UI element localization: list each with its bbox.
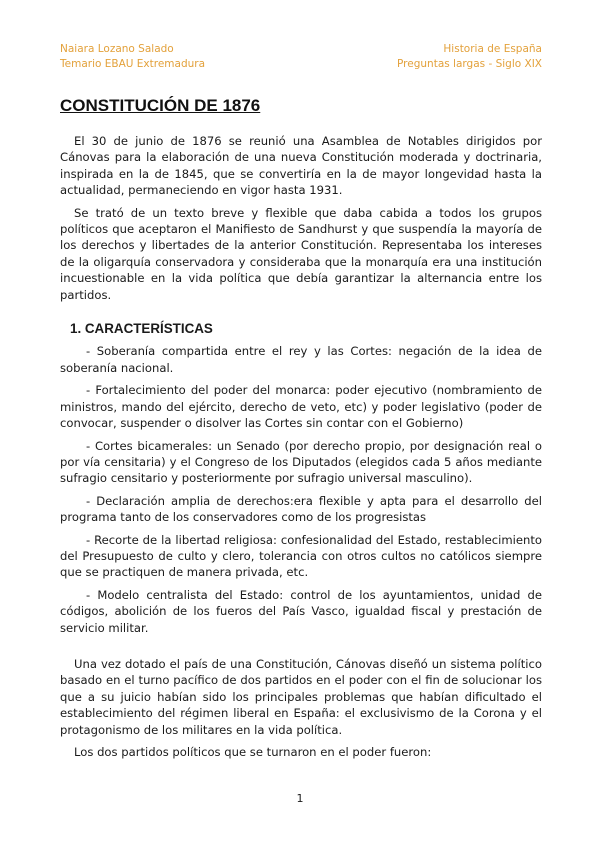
characteristic-item: - Modelo centralista del Estado: control de los ayuntamientos, unidad de códigos, abolición de los fueros del País Vasco, igualdad fiscal y prestación de servicio militar. (60, 587, 542, 635)
characteristic-item: - Fortalecimiento del poder del monarca: poder ejecutivo (nombramiento de ministros, mando del ejército, derecho de veto, etc) y poder legislativo (poder de convocar, suspender o disolver las Cortes sin contar con el Gobierno) (60, 383, 542, 431)
characteristic-item: - Soberanía compartida entre el rey y las Cortes: negación de la idea de soberanía nacional. (60, 344, 542, 375)
closing-paragraph: Los dos partidos políticos que se turnaron en el poder fueron: (74, 745, 432, 759)
page-title: CONSTITUCIÓN DE 1876 (60, 96, 261, 115)
characteristic-item: - Cortes bicamerales: un Senado (por derecho propio, por designación real o por vía censitaria) y el Congreso de los Diputados (elegidos cada 5 años mediante sufragio censitario y posteriormente por sufragio universal masculino). (60, 438, 542, 486)
page-number: 1 (296, 792, 304, 805)
intro-paragraph: El 30 de junio de 1876 se reunió una Asamblea de Notables dirigidos por Cánovas para la elaboración de una nueva Constitución moderada y doctrinaria, inspirada en la de 1845, que se convertiría en la de mayor longevidad hasta la actualidad, permaneciendo en vigor hasta 1931. (60, 134, 542, 198)
header-left (60, 42, 205, 72)
closing-paragraph: Una vez dotado el país de una Constitución, Cánovas diseñó un sistema político basado en el turno pacífico de dos partidos en el poder con el fin de solucionar los que a su juicio habían sido los principales problemas que habían dificultado el establecimiento del régimen liberal en España: el exclusivismo de la Corona y el protagonismo de los militares en la vida política. (60, 656, 542, 737)
header-subject: Historia de España (443, 43, 542, 55)
characteristic-item: - Recorte de la libertad religiosa: confesionalidad del Estado, restablecimiento del Presupuesto de culto y clero, tolerancia con otros cultos no católicos siempre que se practiquen de manera privada, etc. (60, 532, 542, 580)
document-body (60, 133, 542, 760)
header-course: Temario EBAU Extremadura (60, 58, 206, 70)
section-heading: 1. CARACTERÍSTICAS (70, 321, 213, 337)
header-right (397, 42, 542, 72)
characteristic-item: - Declaración amplia de derechos:era flexible y apta para el desarrollo del programa tanto de los conservadores como de los progresistas (60, 493, 542, 525)
header-section: Preguntas largas - Siglo XIX (397, 58, 542, 70)
header-author: Naiara Lozano Salado (60, 43, 174, 55)
intro-paragraph: Se trató de un texto breve y flexible que daba cabida a todos los grupos políticos que aceptaron el Manifiesto de Sandhurst y que suspendía la mayoría de los derechos y libertades de la anterior Constitución. Representaba los intereses de la oligarquía conservadora y consideraba que la monarquía era una institución incuestionable en la vida política que debía garantizar la alternancia entre los partidos. (60, 205, 542, 302)
